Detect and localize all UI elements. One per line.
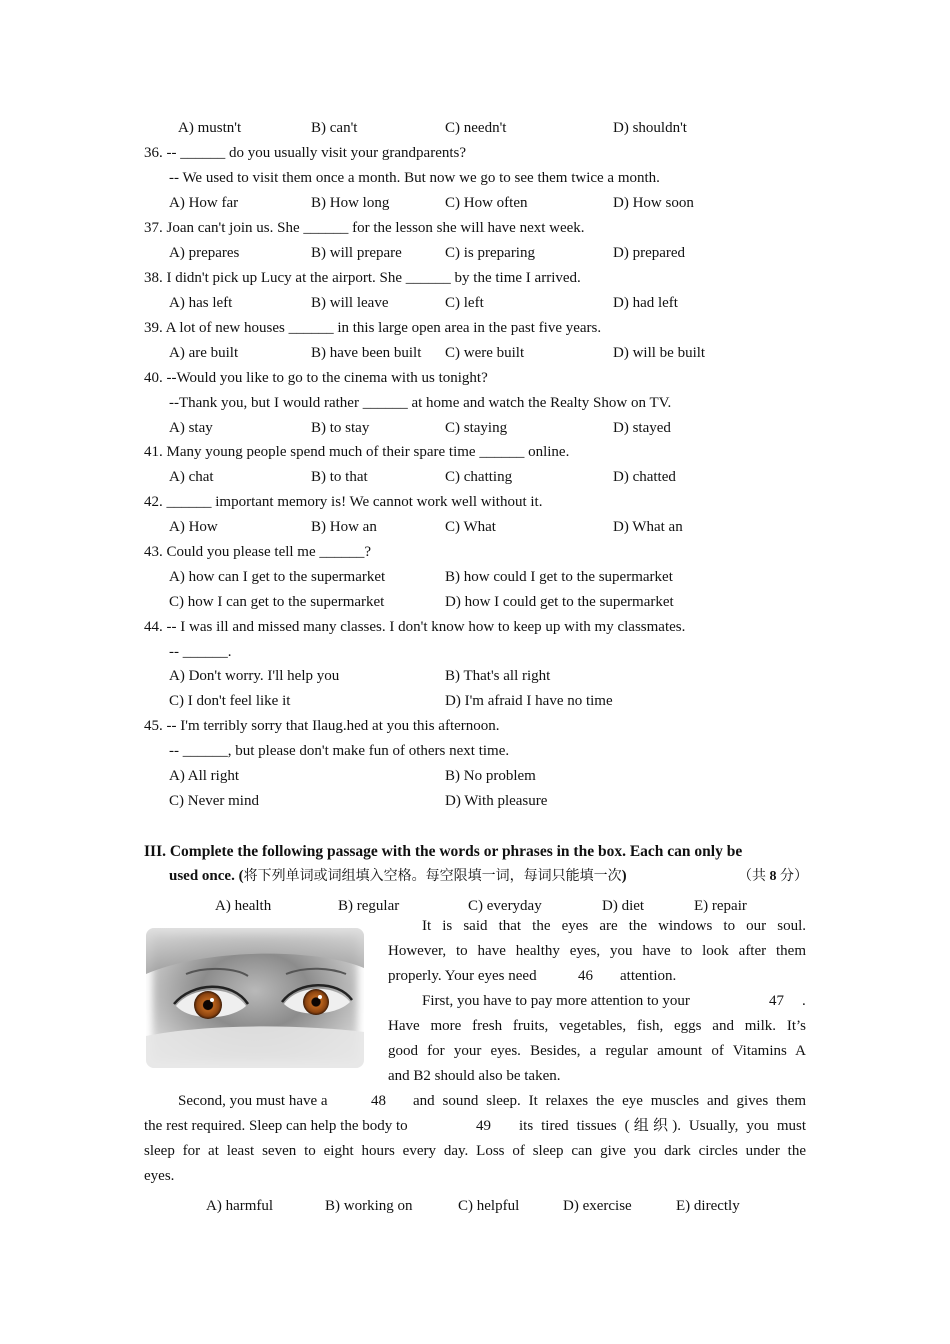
q39-option-c: C) were built (445, 345, 525, 361)
q40-option-b: B) to stay (311, 420, 370, 436)
q42-stem: 42. ______ important memory is! We cannot work well without it. (144, 494, 543, 510)
q42-option-a: A) How (169, 519, 218, 535)
para3-line1-text: Second, you must have a (178, 1093, 328, 1109)
section3-heading-line1: III. Complete the following passage with the words or phrases in the box. Each can only be (144, 843, 743, 860)
right-brow (286, 969, 346, 974)
veil-top (146, 928, 364, 974)
q44-reply: -- ______. (169, 644, 232, 660)
para3-line2-text: the rest required. Sleep can help the body to (144, 1118, 408, 1134)
q36-option-a: A) How far (169, 195, 239, 211)
q43-option-a: A) how can I get to the supermarket (169, 569, 386, 585)
word-box1-b: B) regular (338, 898, 400, 914)
para1-line3-text: properly. Your eyes need (388, 968, 537, 984)
section3-heading-used-once: used once. ( (169, 868, 244, 884)
q35-option-d: D) shouldn't (613, 120, 687, 136)
q41-option-c: C) chatting (445, 469, 513, 485)
q35-option-a: A) mustn't (178, 120, 242, 136)
word-box2-c: C) helpful (458, 1198, 520, 1214)
q45-reply: -- ______, but please don't make fun of others next time. (169, 743, 510, 759)
q41-stem: 41. Many young people spend much of their spare time ______ online. (144, 444, 570, 460)
word-box2-e: E) directly (676, 1198, 740, 1214)
right-pupil (312, 998, 321, 1007)
q45-stem: 45. -- I'm terribly sorry that Ilaug.hed at you this afternoon. (144, 718, 500, 734)
q42-option-d: D) What an (613, 519, 683, 535)
q45-option-d: D) With pleasure (445, 793, 548, 809)
veil-bottom (146, 1026, 364, 1068)
q44-option-b: B) That's all right (445, 668, 551, 684)
q43-option-c: C) how I can get to the supermarket (169, 594, 385, 610)
q37-option-b: B) will prepare (311, 245, 402, 261)
q40-reply: --Thank you, but I would rather ______ at home and watch the Realty Show on TV. (169, 395, 672, 411)
para3-line2-rest: its tired tissues (组织). Usually, you must (519, 1118, 806, 1134)
q38-option-d: D) had left (613, 295, 678, 311)
q39-stem: 39. A lot of new houses ______ in this large open area in the past five years. (144, 320, 602, 336)
q45-option-c: C) Never mind (169, 793, 259, 809)
word-box2-b: B) working on (325, 1198, 413, 1214)
q39-option-a: A) are built (169, 345, 239, 361)
right-highlight (318, 995, 322, 999)
section3-heading-chinese: 将下列单词或词组填入空格。每空限填一词，每词只能填一次 (243, 869, 622, 884)
q39-option-b: B) have been built (311, 345, 422, 361)
q40-option-d: D) stayed (613, 420, 671, 436)
q37-stem: 37. Joan can't join us. She ______ for the lesson she will have next week. (144, 220, 585, 236)
q38-option-b: B) will leave (311, 295, 389, 311)
section3-heading-line2 (169, 864, 627, 889)
section3-score (738, 864, 808, 889)
q37-option-c: C) is preparing (445, 245, 535, 261)
para2-line4: and B2 should also be taken. (388, 1068, 561, 1084)
left-brow (186, 969, 248, 976)
q38-option-a: A) has left (169, 295, 233, 311)
score-number: 8 (769, 869, 777, 884)
q38-stem: 38. I didn't pick up Lucy at the airport. She ______ by the time I arrived. (144, 270, 581, 286)
q44-option-a: A) Don't worry. I'll help you (169, 668, 340, 684)
eyes-illustration (146, 928, 364, 1068)
eyes-photo (146, 928, 364, 1068)
para3-line1-rest: and sound sleep. It relaxes the eye muscles and gives them (413, 1093, 806, 1109)
blank-47: 47 (769, 993, 784, 1009)
para1-line1: It is said that the eyes are the windows to our soul. (422, 918, 806, 934)
para2-line3: good for your eyes. Besides, a regular amount of Vitamins A (388, 1043, 806, 1059)
q42-option-c: C) What (445, 519, 496, 535)
q43-option-d: D) how I could get to the supermarket (445, 594, 674, 610)
score-prefix: （共 (738, 869, 770, 884)
para1-line3-end: attention. (620, 968, 677, 984)
word-box1-d: D) diet (602, 898, 645, 914)
q43-stem: 43. Could you please tell me ______? (144, 544, 372, 560)
q37-option-a: A) prepares (169, 245, 240, 261)
word-box2-d: D) exercise (563, 1198, 632, 1214)
q41-option-b: B) to that (311, 469, 368, 485)
q36-reply: -- We used to visit them once a month. But now we go to see them twice a month. (169, 170, 660, 186)
q42-option-b: B) How an (311, 519, 377, 535)
q37-option-d: D) prepared (613, 245, 686, 261)
word-box1-a: A) health (215, 898, 272, 914)
word-box1-c: C) everyday (468, 898, 542, 914)
blank-49: 49 (476, 1118, 491, 1134)
q35-option-c: C) needn't (445, 120, 507, 136)
q45-option-a: A) All right (169, 768, 239, 784)
blank-48: 48 (371, 1093, 386, 1109)
q44-option-c: C) I don't feel like it (169, 693, 291, 709)
para2-line1-text: First, you have to pay more attention to your (422, 993, 690, 1009)
q44-stem: 44. -- I was ill and missed many classes. I don't know how to keep up with my classmates. (144, 619, 686, 635)
blank-46: 46 (578, 968, 593, 984)
q36-option-b: B) How long (311, 195, 390, 211)
q38-option-c: C) left (445, 295, 484, 311)
q45-option-b: B) No problem (445, 768, 536, 784)
para2-line2: Have more fresh fruits, vegetables, fish, eggs and milk. It’s (388, 1018, 806, 1034)
section3-heading-close: ) (621, 868, 627, 884)
left-highlight (210, 998, 214, 1002)
q44-option-d: D) I'm afraid I have no time (445, 693, 613, 709)
para1-line2: However, to have healthy eyes, you have to look after them (388, 943, 806, 959)
word-box1-e: E) repair (694, 898, 747, 914)
word-box2-a: A) harmful (206, 1198, 274, 1214)
para3-line3: sleep for at least seven to eight hours every day. Loss of sleep can give you dark circles under the (144, 1143, 806, 1159)
q36-option-c: C) How often (445, 195, 528, 211)
para3-line4: eyes. (144, 1168, 175, 1184)
q40-stem: 40. --Would you like to go to the cinema with us tonight? (144, 370, 488, 386)
q43-option-b: B) how could I get to the supermarket (445, 569, 673, 585)
para2-line1-end: . (802, 993, 806, 1009)
q36-stem: 36. -- ______ do you usually visit your grandparents? (144, 145, 467, 161)
score-suffix: 分） (776, 869, 808, 884)
q41-option-d: D) chatted (613, 469, 676, 485)
q35-option-b: B) can't (311, 120, 358, 136)
q40-option-c: C) staying (445, 420, 508, 436)
q36-option-d: D) How soon (613, 195, 694, 211)
q40-option-a: A) stay (169, 420, 213, 436)
q41-option-a: A) chat (169, 469, 214, 485)
q39-option-d: D) will be built (613, 345, 706, 361)
